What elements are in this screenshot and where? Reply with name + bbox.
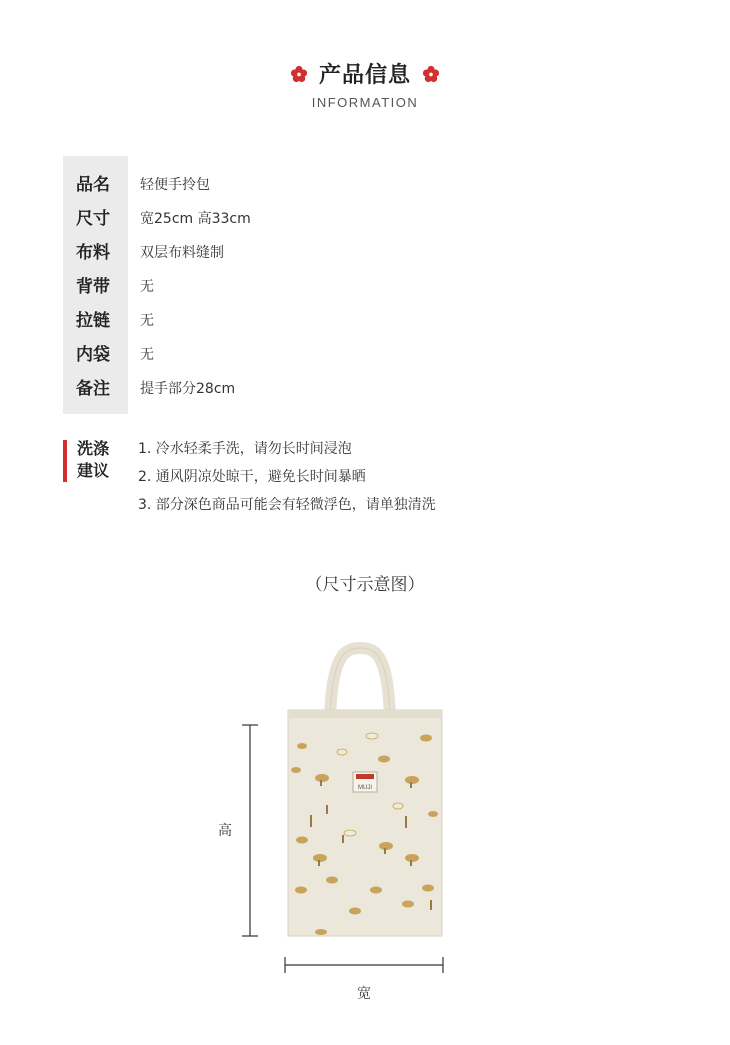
care-accent-bar — [63, 440, 67, 482]
info-value: 宽25cm 高33cm — [140, 211, 251, 227]
info-row-inner-pocket — [63, 338, 663, 372]
info-label: 尺寸 — [76, 209, 110, 229]
info-value: 轻便手拎包 — [140, 177, 210, 193]
page-subtitle: INFORMATION — [311, 95, 419, 110]
bag-illustration — [0, 600, 730, 1041]
info-label: 拉链 — [76, 311, 110, 331]
info-value: 无 — [140, 313, 154, 329]
height-label: 高 — [218, 823, 232, 839]
info-label: 背带 — [76, 277, 110, 297]
info-row-strap — [63, 270, 663, 304]
info-row-zipper — [63, 304, 663, 338]
flower-icon — [422, 65, 440, 83]
care-label-line: 建议 — [77, 461, 110, 480]
section-header — [0, 58, 730, 89]
info-value: 无 — [140, 347, 154, 363]
care-item: 3. 部分深色商品可能会有轻微浮色，请单独清洗 — [138, 497, 436, 513]
info-value: 无 — [140, 279, 154, 295]
info-row-note — [63, 372, 663, 406]
page-title: 产品信息 — [318, 63, 411, 88]
flower-icon — [290, 65, 308, 83]
info-row-name — [63, 168, 663, 202]
info-label: 品名 — [76, 175, 110, 195]
info-label: 内袋 — [76, 345, 110, 365]
width-label: 宽 — [357, 986, 371, 1002]
care-label — [77, 438, 109, 482]
info-value: 提手部分28cm — [140, 381, 236, 397]
care-label-line: 洗涤 — [77, 439, 110, 458]
care-item: 2. 通风阴凉处晾干，避免长时间暴晒 — [138, 469, 366, 485]
info-row-size — [63, 202, 663, 236]
diagram-title: （尺寸示意图） — [305, 575, 425, 595]
info-row-fabric — [63, 236, 663, 270]
info-label: 备注 — [76, 379, 110, 399]
info-value: 双层布料缝制 — [140, 245, 224, 261]
info-label: 布料 — [76, 243, 110, 263]
care-item: 1. 冷水轻柔手洗，请勿长时间浸泡 — [138, 441, 352, 457]
size-diagram — [0, 600, 730, 1041]
bag-tag-text: MUJI — [358, 785, 372, 791]
